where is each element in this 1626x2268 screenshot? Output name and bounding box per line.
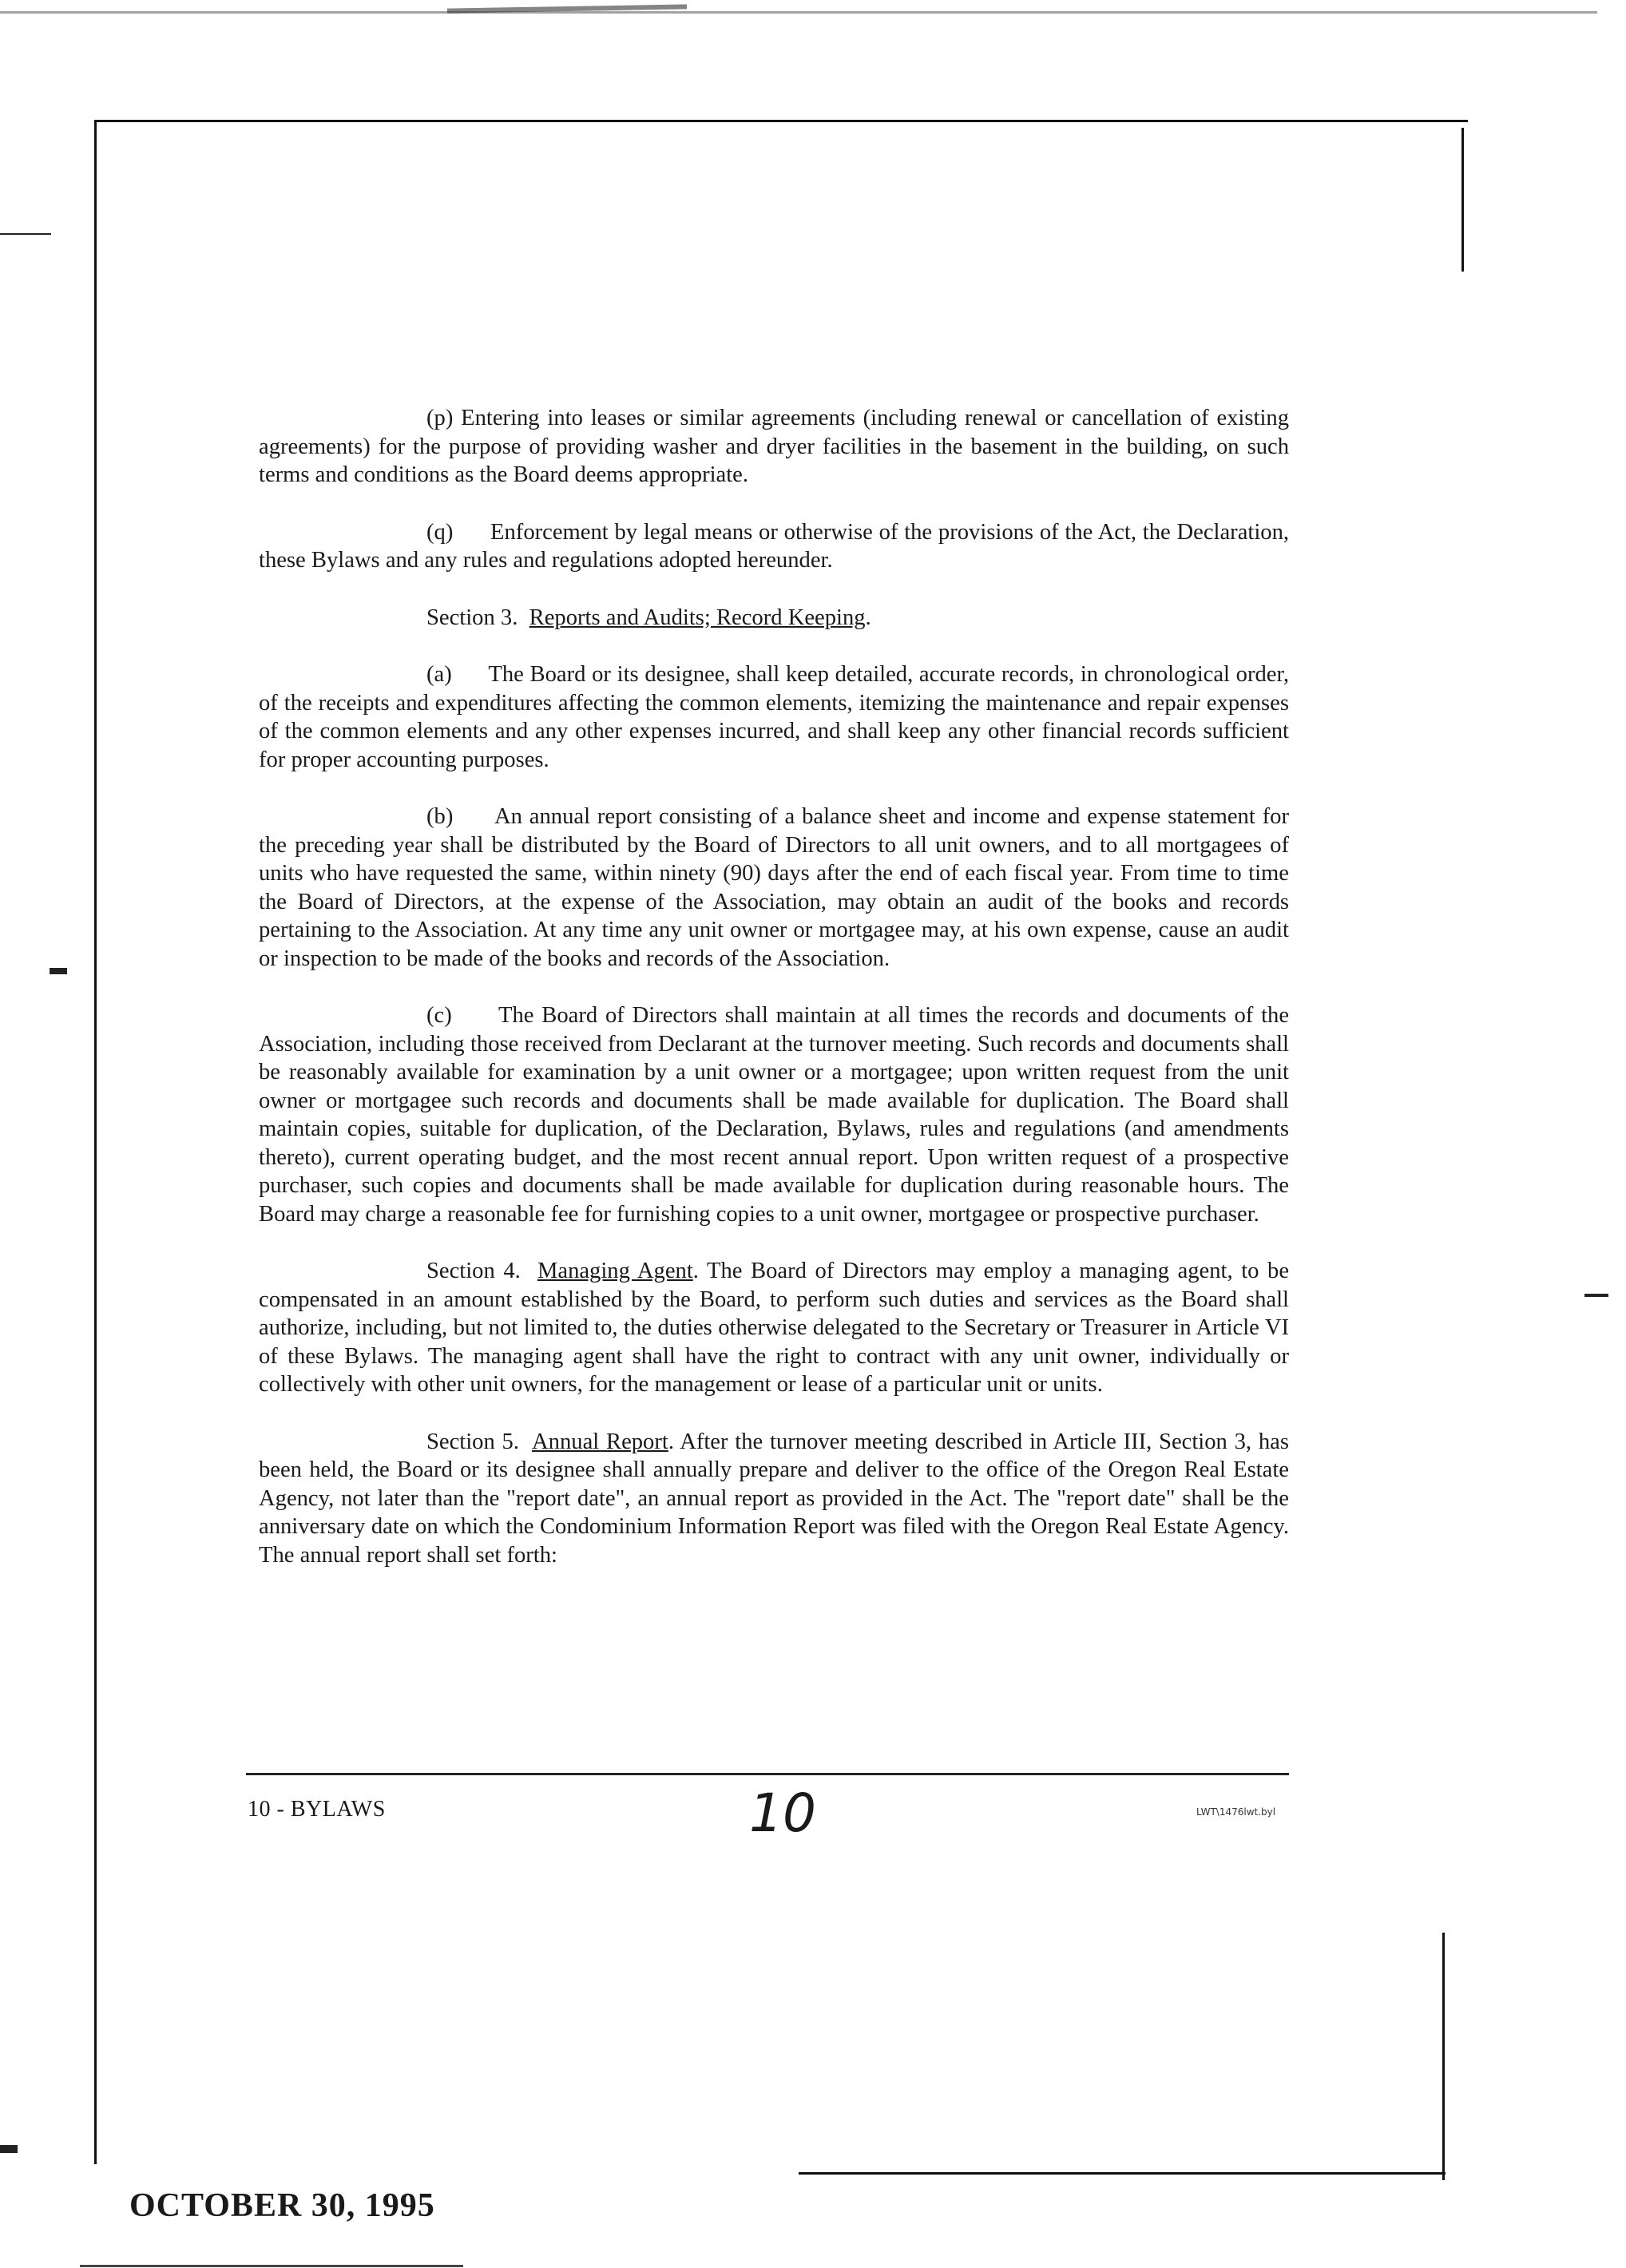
footer-file-code: LWT\1476lwt.byl — [1196, 1806, 1276, 1818]
handwritten-page-number: 10 — [749, 1782, 816, 1844]
scan-artifact-top — [0, 11, 1597, 14]
section-4 — [259, 1257, 1289, 1399]
footer-label: 10 - BYLAWS — [248, 1797, 386, 1822]
paragraph-b-label: (b) — [426, 804, 454, 829]
date-stamp: OCTOBER 30, 1995 — [129, 2187, 435, 2224]
paragraph-a-label: (a) — [426, 662, 452, 687]
footer-divider — [246, 1773, 1289, 1775]
section-3-title: Reports and Audits; Record Keeping — [529, 605, 866, 630]
paragraph-a — [259, 660, 1289, 774]
section-4-title: Managing Agent — [537, 1259, 693, 1283]
section-3-end: . — [865, 605, 871, 630]
paragraph-p: (p) Entering into leases or similar agreements (including renewal or cancellation of existing agreements) for the purpose of providing washer and dryer facilities in the basement in the building, on such terms and conditions as the Board deems appropriate. — [259, 406, 1289, 487]
section-5-text: . After the turnover meeting described in Article III, Section 3, has been held, the Board or its designee shall annually prepare and deliver to the office of the Oregon Real Estate Agency, not later than the "report date", an annual report as provided in the Act. The "report date" shall be the anniversary date on which the Condominium Information Report was filed with the Oregon Real Estate Agency. The annual report shall set forth: — [259, 1429, 1289, 1568]
frame-top-line — [94, 120, 1468, 122]
frame-bottom-line — [799, 2172, 1446, 2175]
section-5-label: Section 5. — [426, 1429, 520, 1454]
scan-artifact-left-bottom — [0, 2145, 18, 2153]
section-3-heading — [259, 604, 1289, 632]
paragraph-a-text: The Board or its designee, shall keep detailed, accurate records, in chronological order, of the receipts and expenditures affecting the common elements, itemizing the maintenance and repair expenses of the common elements and any other expenses incurred, and shall keep any other financial records sufficient for proper accounting purposes. — [259, 662, 1290, 772]
section-3-label: Section 3. — [426, 605, 518, 630]
paragraph-c-text: The Board of Directors shall maintain at all times the records and documents of the Association, including those received from Declarant at the turnover meeting. Such records and documents shall be reasonably available for examination by a unit owner or a mortgagee; upon written request from the unit owner or mortgagee such records and documents shall be made available for duplication. The Board shall maintain copies, suitable for duplication, of the Declaration, Bylaws, rules and regulations (and amendments thereto), current operating budget, and the most recent annual report. Upon written request of a prospective purchaser, such copies and documents shall be made available for duplication during reasonable hours. The Board may charge a reasonable fee for furnishing copies to a unit owner, mortgagee or prospective purchaser. — [259, 1003, 1290, 1227]
section-5 — [259, 1428, 1289, 1570]
frame-right-top-line — [1461, 128, 1464, 272]
paragraph-q-label: (q) — [426, 519, 454, 545]
scan-artifact-left-mark — [50, 968, 67, 974]
frame-left-line — [94, 120, 97, 2164]
section-5-title: Annual Report — [532, 1429, 668, 1454]
frame-right-bottom-line — [1442, 1933, 1445, 2180]
paragraph-q-text: Enforcement by legal means or otherwise of the provisions of the Act, the Declaration, these Bylaws and any rules and regulations adopted hereunder. — [259, 519, 1290, 573]
scan-artifact-right-mark — [1584, 1294, 1608, 1297]
paragraph-b — [259, 803, 1289, 973]
section-4-label: Section 4. — [426, 1259, 521, 1283]
paragraph-c — [259, 1001, 1289, 1228]
paragraph-c-label: (c) — [426, 1003, 452, 1028]
scan-artifact-bottom-stroke — [80, 2265, 463, 2267]
scan-artifact-left-dash — [0, 233, 51, 235]
paragraph-q — [259, 518, 1289, 575]
paragraph-b-text: An annual report consisting of a balance sheet and income and expense statement for the preceding year shall be distributed by the Board of Directors to all unit owners, and to all mortgagees of units who have requested the same, within ninety (90) days after the end of each fiscal year. From time to time the Board of Directors, at the expense of the Association, may obtain an audit of the books and records pertaining to the Association. At any time any unit owner or mortgagee may, at his own expense, cause an audit or inspection to be made of the books and records of the Association. — [259, 804, 1289, 971]
section-4-text: . The Board of Directors may employ a managing agent, to be compensated in an amount established by the Board, to perform such duties and services as the Board shall authorize, including, but not limited to, the duties otherwise delegated to the Secretary or Treasurer in Article VI of these Bylaws. The managing agent shall have the right to contract with any unit owner, individually or collectively with other unit owners, for the management or lease of a particular unit or units. — [259, 1259, 1290, 1397]
document-body — [259, 404, 1289, 1569]
